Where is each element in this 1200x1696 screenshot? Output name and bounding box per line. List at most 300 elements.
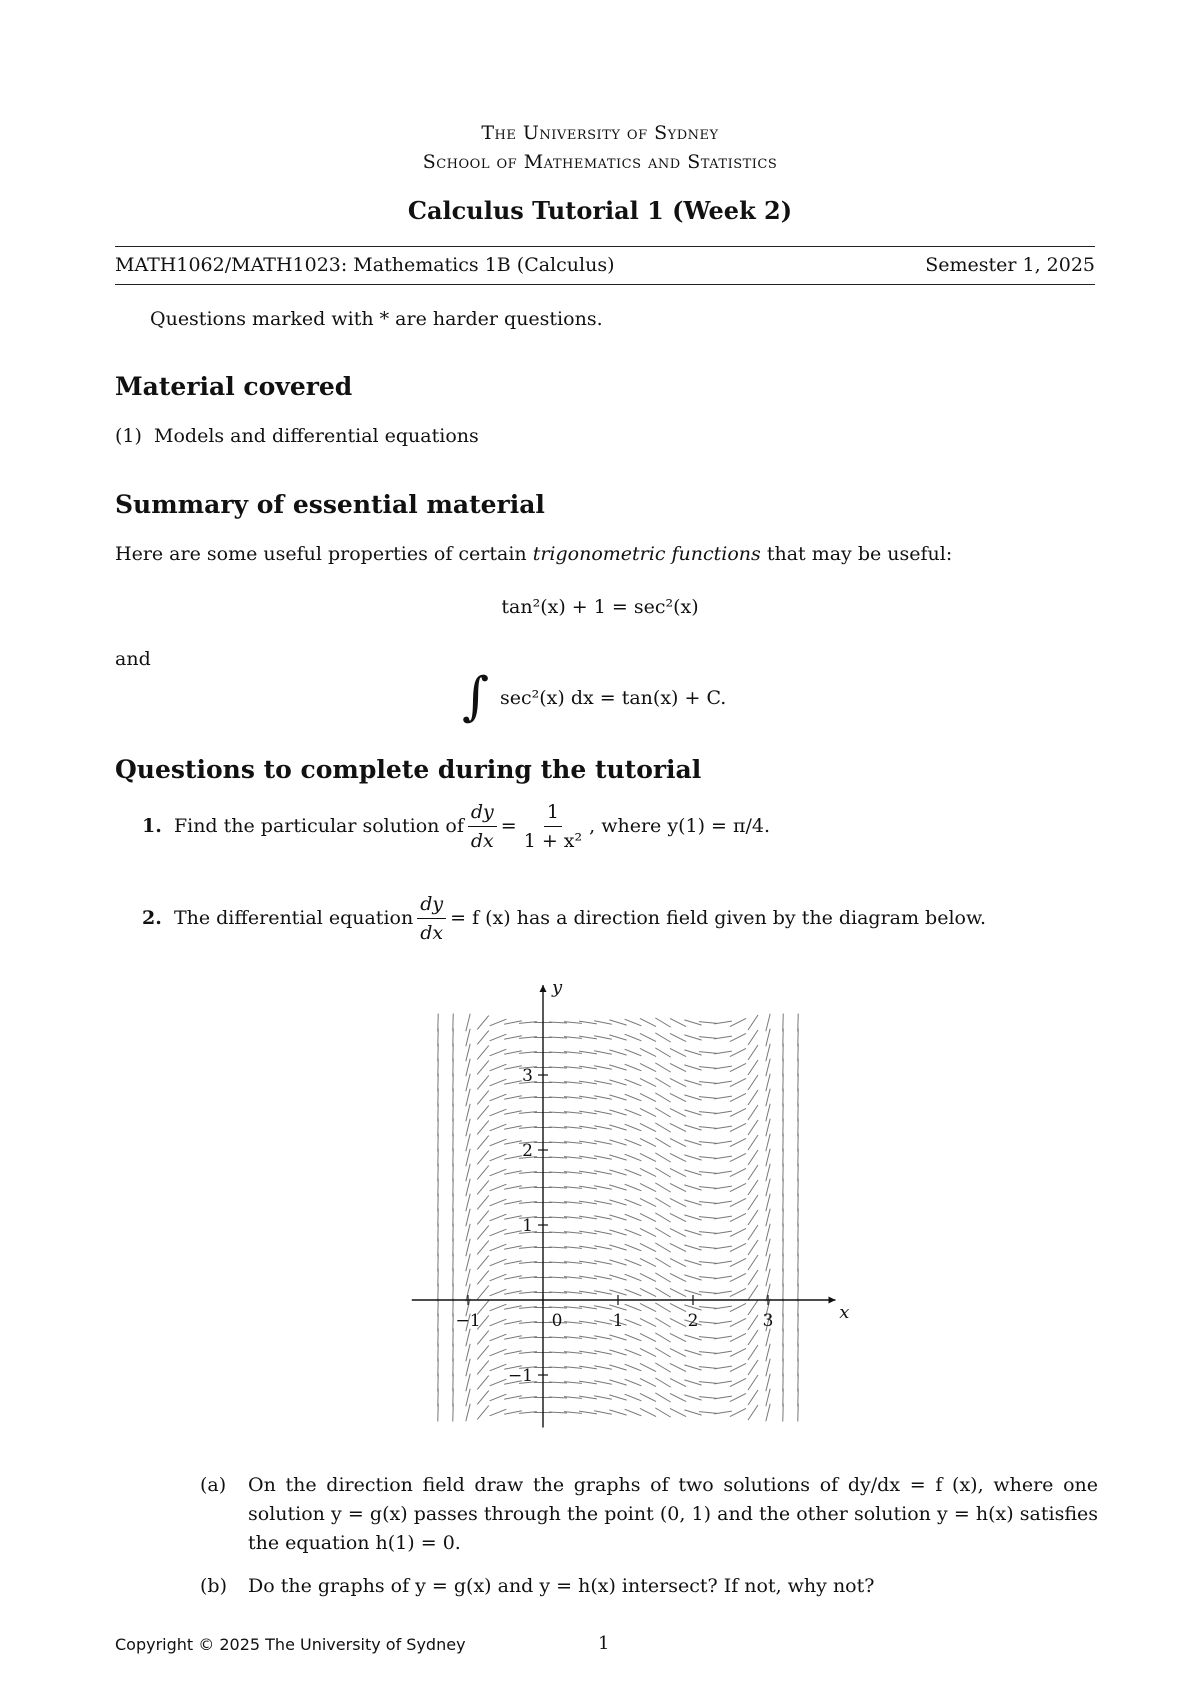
slope-segment xyxy=(609,1290,626,1295)
slope-segment xyxy=(625,1394,642,1401)
integral-sign: ∫ xyxy=(462,667,490,727)
slope-segment xyxy=(714,1171,732,1174)
school-name: School of Mathematics and Statistics xyxy=(422,151,778,173)
slope-segment xyxy=(766,1194,770,1211)
slope-segment xyxy=(766,1269,770,1286)
slope-segment xyxy=(699,1112,717,1114)
slope-segment xyxy=(684,1110,701,1115)
question-2a-text: On the direction field draw the graphs of two solutions of dy/dx = f (x), where one solution y = g(x) passes through the point (0, 1) and the other solution y = h(x) satisfies the equation h(1) = 0. xyxy=(248,1474,1098,1554)
slope-segment xyxy=(748,1195,758,1210)
slope-segment xyxy=(670,1048,686,1056)
slope-segment xyxy=(699,1262,717,1264)
slope-segment xyxy=(748,1135,758,1150)
slope-segment xyxy=(714,1351,732,1354)
slope-segment xyxy=(766,1239,770,1256)
slope-segment xyxy=(714,1291,732,1294)
slope-segment xyxy=(466,1119,470,1136)
slope-segment xyxy=(655,1063,670,1072)
slope-segment xyxy=(625,1349,642,1356)
slope-segment xyxy=(655,1108,670,1117)
slope-segment xyxy=(714,1111,732,1114)
slope-segment xyxy=(684,1305,701,1310)
slope-segment xyxy=(714,1411,732,1414)
question-2 xyxy=(142,892,986,945)
slope-segment xyxy=(466,1209,470,1226)
slope-segment xyxy=(490,1109,507,1116)
slope-segment xyxy=(670,1333,686,1341)
slope-segment xyxy=(477,1406,489,1420)
slope-segment xyxy=(640,1033,656,1041)
slope-segment xyxy=(640,1198,656,1206)
slope-segment xyxy=(655,1048,670,1057)
slope-segment xyxy=(625,1409,642,1416)
slope-segment xyxy=(466,1014,470,1031)
slope-segment xyxy=(640,1168,656,1176)
x-tick-label: 1 xyxy=(612,1311,624,1331)
slope-segment xyxy=(477,1046,489,1060)
slope-segment xyxy=(684,1380,701,1385)
slope-segment xyxy=(640,1108,656,1116)
slope-segment xyxy=(670,1198,686,1206)
slope-segment xyxy=(699,1217,717,1219)
slope-segment xyxy=(477,1031,489,1045)
slope-segment xyxy=(748,1075,758,1090)
slope-segment xyxy=(490,1304,507,1311)
material-heading: Material covered xyxy=(115,372,353,401)
slope-segment xyxy=(490,1214,507,1221)
slope-segment xyxy=(609,1410,626,1415)
question-2-dy: dy xyxy=(417,892,446,919)
slope-segment xyxy=(748,1015,758,1030)
slope-segment xyxy=(714,1156,732,1159)
slope-segment xyxy=(655,1408,670,1417)
slope-segment xyxy=(730,1078,746,1086)
slope-segment xyxy=(490,1409,507,1416)
slope-segment xyxy=(730,1273,746,1281)
slope-segment xyxy=(466,1059,470,1076)
slope-segment xyxy=(625,1034,642,1041)
y-tick-label: 2 xyxy=(522,1141,533,1161)
slope-segment xyxy=(766,1164,770,1181)
slope-segment xyxy=(609,1065,626,1070)
slope-segment xyxy=(655,1288,670,1297)
slope-segment xyxy=(640,1153,656,1161)
y-tick-label: −1 xyxy=(507,1366,533,1386)
question-2a-label: (a) xyxy=(200,1474,227,1496)
x-axis-label: x xyxy=(839,1302,850,1323)
slope-segment xyxy=(714,1306,732,1309)
slope-segment xyxy=(466,1044,470,1061)
slope-segment xyxy=(466,1239,470,1256)
slope-segment xyxy=(466,1194,470,1211)
slope-segment xyxy=(766,1329,770,1346)
slope-segment xyxy=(609,1335,626,1340)
slope-segment xyxy=(670,1258,686,1266)
slope-segment xyxy=(625,1379,642,1386)
slope-segment xyxy=(477,1346,489,1360)
slope-segment xyxy=(714,1096,732,1099)
slope-segment xyxy=(766,1389,770,1406)
slope-segment xyxy=(625,1199,642,1206)
slope-segment xyxy=(730,1033,746,1041)
header-rule-bottom xyxy=(115,284,1095,285)
slope-segment xyxy=(655,1213,670,1222)
slope-segment xyxy=(490,1199,507,1206)
slope-segment xyxy=(655,1018,670,1027)
slope-segment xyxy=(655,1393,670,1402)
slope-segment xyxy=(766,1149,770,1166)
slope-segment xyxy=(655,1093,670,1102)
slope-segment xyxy=(748,1255,758,1270)
slope-segment xyxy=(699,1097,717,1099)
slope-segment xyxy=(730,1348,746,1356)
slope-segment xyxy=(714,1396,732,1399)
question-2-dx: dx xyxy=(420,922,444,944)
slope-segment xyxy=(699,1292,717,1294)
slope-segment xyxy=(670,1288,686,1296)
question-1-rhs-den: 1 + x² xyxy=(523,830,583,852)
slope-segment xyxy=(477,1286,489,1300)
slope-segment xyxy=(766,1254,770,1271)
slope-segment xyxy=(466,1404,470,1421)
slope-segment xyxy=(714,1051,732,1054)
slope-segment xyxy=(670,1393,686,1401)
slope-segment xyxy=(730,1303,746,1311)
slope-segment xyxy=(714,1186,732,1189)
slope-segment xyxy=(766,1209,770,1226)
slope-segment xyxy=(490,1124,507,1131)
slope-segment xyxy=(748,1330,758,1345)
slope-segment xyxy=(684,1050,701,1055)
slope-segment xyxy=(684,1020,701,1025)
slope-segment xyxy=(748,1180,758,1195)
slope-segment xyxy=(477,1016,489,1030)
summary-intro-before: Here are some useful properties of certain xyxy=(115,543,533,565)
slope-segment xyxy=(670,1318,686,1326)
and-word: and xyxy=(115,648,151,670)
slope-segment xyxy=(766,1059,770,1076)
slope-segment xyxy=(684,1170,701,1175)
slope-segment xyxy=(655,1348,670,1357)
slope-segment xyxy=(748,1165,758,1180)
slope-segment xyxy=(699,1157,717,1159)
slope-segment xyxy=(477,1196,489,1210)
slope-segment xyxy=(490,1064,507,1071)
slope-segment xyxy=(699,1382,717,1384)
trig-identity: tan²(x) + 1 = sec²(x) xyxy=(501,596,699,618)
slope-segment xyxy=(477,1106,489,1120)
slope-segment xyxy=(730,1243,746,1251)
slope-segment xyxy=(477,1076,489,1090)
summary-intro-emph: trigonometric functions xyxy=(532,543,761,565)
slope-segment xyxy=(670,1093,686,1101)
summary-heading: Summary of essential material xyxy=(115,490,545,519)
slope-segment xyxy=(714,1366,732,1369)
slope-segment xyxy=(466,1269,470,1286)
slope-segment xyxy=(684,1185,701,1190)
slope-segment xyxy=(670,1123,686,1131)
question-2b-text: Do the graphs of y = g(x) and y = h(x) intersect? If not, why not? xyxy=(248,1575,875,1597)
slope-segment xyxy=(477,1241,489,1255)
slope-segment xyxy=(609,1050,626,1055)
slope-segment xyxy=(670,1018,686,1026)
slope-segment xyxy=(655,1258,670,1267)
slope-segment xyxy=(670,1213,686,1221)
slope-segment xyxy=(699,1412,717,1414)
slope-segment xyxy=(766,1029,770,1046)
slope-segment xyxy=(699,1337,717,1339)
slope-segment xyxy=(766,1134,770,1151)
slope-segment xyxy=(684,1080,701,1085)
slope-segment xyxy=(640,1288,656,1296)
slope-segment xyxy=(670,1348,686,1356)
slope-segment xyxy=(655,1198,670,1207)
slope-segment xyxy=(466,1179,470,1196)
y-axis-label: y xyxy=(552,980,563,998)
slope-segment xyxy=(490,1274,507,1281)
question-2-text-before: The differential equation xyxy=(173,907,414,929)
slope-segment xyxy=(466,1374,470,1391)
slope-segment xyxy=(714,1276,732,1279)
slope-segment xyxy=(640,1018,656,1026)
slope-segment xyxy=(714,1021,732,1024)
slope-segment xyxy=(748,1285,758,1300)
slope-segment xyxy=(684,1095,701,1100)
slope-segment xyxy=(684,1275,701,1280)
question-1-derivative xyxy=(468,800,497,853)
harder-questions-note: Questions marked with * are harder questions. xyxy=(150,308,603,330)
slope-segment xyxy=(466,1359,470,1376)
slope-segment xyxy=(670,1183,686,1191)
slope-segment xyxy=(748,1060,758,1075)
slope-segment xyxy=(766,1344,770,1361)
slope-segment xyxy=(609,1020,626,1025)
slope-segment xyxy=(730,1378,746,1386)
slope-segment xyxy=(766,1014,770,1031)
slope-segment xyxy=(670,1108,686,1116)
slope-segment xyxy=(640,1078,656,1086)
slope-segment xyxy=(684,1245,701,1250)
slope-segment xyxy=(714,1321,732,1324)
summary-intro xyxy=(115,540,952,569)
slope-segment xyxy=(748,1240,758,1255)
slope-segment xyxy=(748,1105,758,1120)
slope-segment xyxy=(730,1408,746,1416)
slope-segment xyxy=(714,1036,732,1039)
slope-segment xyxy=(699,1127,717,1129)
slope-segment xyxy=(670,1168,686,1176)
slope-segment xyxy=(748,1045,758,1060)
slope-segment xyxy=(625,1319,642,1326)
slope-segment xyxy=(748,1030,758,1045)
question-1-number: 1. xyxy=(142,815,162,837)
slope-segment xyxy=(490,1034,507,1041)
slope-segment xyxy=(766,1119,770,1136)
slope-segment xyxy=(699,1022,717,1024)
slope-segment xyxy=(714,1066,732,1069)
slope-segment xyxy=(609,1125,626,1130)
slope-segment xyxy=(655,1153,670,1162)
slope-segment xyxy=(670,1303,686,1311)
slope-segment xyxy=(655,1378,670,1387)
question-2b-label: (b) xyxy=(200,1575,227,1597)
slope-segment xyxy=(609,1380,626,1385)
slope-segment xyxy=(714,1126,732,1129)
slope-segment xyxy=(490,1319,507,1326)
slope-segment xyxy=(609,1170,626,1175)
slope-segment xyxy=(640,1378,656,1386)
slope-segment xyxy=(684,1065,701,1070)
slope-segment xyxy=(640,1258,656,1266)
slope-segment xyxy=(684,1395,701,1400)
slope-segment xyxy=(714,1261,732,1264)
slope-segment xyxy=(714,1081,732,1084)
slope-segment xyxy=(490,1184,507,1191)
slope-segment xyxy=(730,1093,746,1101)
y-axis-arrow xyxy=(540,985,547,992)
slope-segment xyxy=(490,1049,507,1056)
slope-segment xyxy=(730,1393,746,1401)
slope-segment xyxy=(466,1104,470,1121)
slope-segment xyxy=(684,1035,701,1040)
slope-segment xyxy=(640,1063,656,1071)
slope-segment xyxy=(466,1224,470,1241)
slope-segment xyxy=(625,1019,642,1026)
slope-segment xyxy=(466,1134,470,1151)
slope-segment xyxy=(684,1140,701,1145)
slope-segment xyxy=(609,1080,626,1085)
question-1-text: Find the particular solution of xyxy=(173,815,464,837)
slope-segment xyxy=(684,1155,701,1160)
slope-segment xyxy=(477,1136,489,1150)
slope-segment xyxy=(477,1091,489,1105)
slope-segment xyxy=(625,1229,642,1236)
slope-segment xyxy=(477,1226,489,1240)
slope-segment xyxy=(670,1273,686,1281)
slope-segment xyxy=(609,1200,626,1205)
slope-segment xyxy=(625,1094,642,1101)
slope-segment xyxy=(609,1260,626,1265)
slope-segment xyxy=(477,1121,489,1135)
slope-segment xyxy=(670,1243,686,1251)
slope-segment xyxy=(684,1260,701,1265)
slope-segment xyxy=(766,1374,770,1391)
slope-segment xyxy=(609,1110,626,1115)
slope-segment xyxy=(748,1390,758,1405)
slope-segment xyxy=(699,1322,717,1324)
slope-segment xyxy=(699,1307,717,1309)
slope-segment xyxy=(766,1104,770,1121)
material-item-number: (1) xyxy=(115,425,142,447)
summary-intro-after: that may be useful: xyxy=(760,543,953,565)
slope-segment xyxy=(730,1048,746,1056)
slope-segment xyxy=(730,1228,746,1236)
slope-segment xyxy=(640,1363,656,1371)
slope-segment xyxy=(730,1168,746,1176)
copyright: Copyright © 2025 The University of Sydney xyxy=(115,1635,466,1654)
slope-segment xyxy=(490,1094,507,1101)
slope-segment xyxy=(730,1198,746,1206)
slope-segment xyxy=(625,1139,642,1146)
university-name: The University of Sydney xyxy=(481,122,719,144)
slope-segment xyxy=(640,1123,656,1131)
slope-segment xyxy=(670,1078,686,1086)
slope-segment xyxy=(655,1138,670,1147)
slope-segment xyxy=(490,1394,507,1401)
slope-segment xyxy=(684,1335,701,1340)
slope-segment xyxy=(490,1019,507,1026)
slope-segment xyxy=(490,1349,507,1356)
slope-segment xyxy=(625,1124,642,1131)
slope-segment xyxy=(625,1184,642,1191)
slope-segment xyxy=(766,1044,770,1061)
slope-segment xyxy=(477,1211,489,1225)
slope-segment xyxy=(609,1140,626,1145)
slope-segment xyxy=(655,1303,670,1312)
slope-segment xyxy=(655,1228,670,1237)
slope-segment xyxy=(466,1074,470,1091)
slope-segment xyxy=(766,1074,770,1091)
page-number: 1 xyxy=(598,1633,610,1654)
slope-segment xyxy=(748,1090,758,1105)
slope-segment xyxy=(748,1405,758,1420)
slope-segment xyxy=(684,1365,701,1370)
slope-segment xyxy=(730,1333,746,1341)
slope-segment xyxy=(625,1244,642,1251)
material-item-text: Models and differential equations xyxy=(154,425,479,447)
slope-segment xyxy=(609,1275,626,1280)
slope-segment xyxy=(640,1213,656,1221)
slope-segment xyxy=(730,1123,746,1131)
slope-segment xyxy=(699,1052,717,1054)
slope-segment xyxy=(466,1254,470,1271)
slope-segment xyxy=(490,1289,507,1296)
slope-segment xyxy=(655,1033,670,1042)
slope-segment xyxy=(670,1408,686,1416)
slope-segment xyxy=(640,1333,656,1341)
slope-segment xyxy=(640,1273,656,1281)
slope-segment xyxy=(640,1228,656,1236)
slope-segment xyxy=(655,1168,670,1177)
slope-segment xyxy=(670,1138,686,1146)
slope-segment xyxy=(490,1139,507,1146)
slope-segment xyxy=(640,1408,656,1416)
question-1-rhs xyxy=(521,800,585,853)
slope-segment xyxy=(655,1078,670,1087)
question-2-derivative xyxy=(417,892,446,945)
slope-segment xyxy=(684,1200,701,1205)
slope-segment xyxy=(699,1067,717,1069)
slope-segment xyxy=(684,1215,701,1220)
slope-segment xyxy=(609,1155,626,1160)
slope-segment xyxy=(625,1304,642,1311)
slope-segment xyxy=(640,1318,656,1326)
question-2-text-after: = f (x) has a direction field given by the diagram below. xyxy=(450,907,987,929)
slope-segment xyxy=(730,1063,746,1071)
slope-segment xyxy=(655,1123,670,1132)
slope-segment xyxy=(699,1172,717,1174)
slope-segment xyxy=(714,1201,732,1204)
slope-segment xyxy=(730,1258,746,1266)
question-1-dy: dy xyxy=(468,800,497,827)
x-tick-label: 2 xyxy=(687,1311,699,1331)
question-1-condition: , where y(1) = π/4. xyxy=(589,815,770,837)
slope-segment xyxy=(640,1048,656,1056)
slope-segment xyxy=(466,1344,470,1361)
slope-segment xyxy=(466,1329,470,1346)
slope-segment xyxy=(477,1391,489,1405)
slope-segment xyxy=(490,1364,507,1371)
